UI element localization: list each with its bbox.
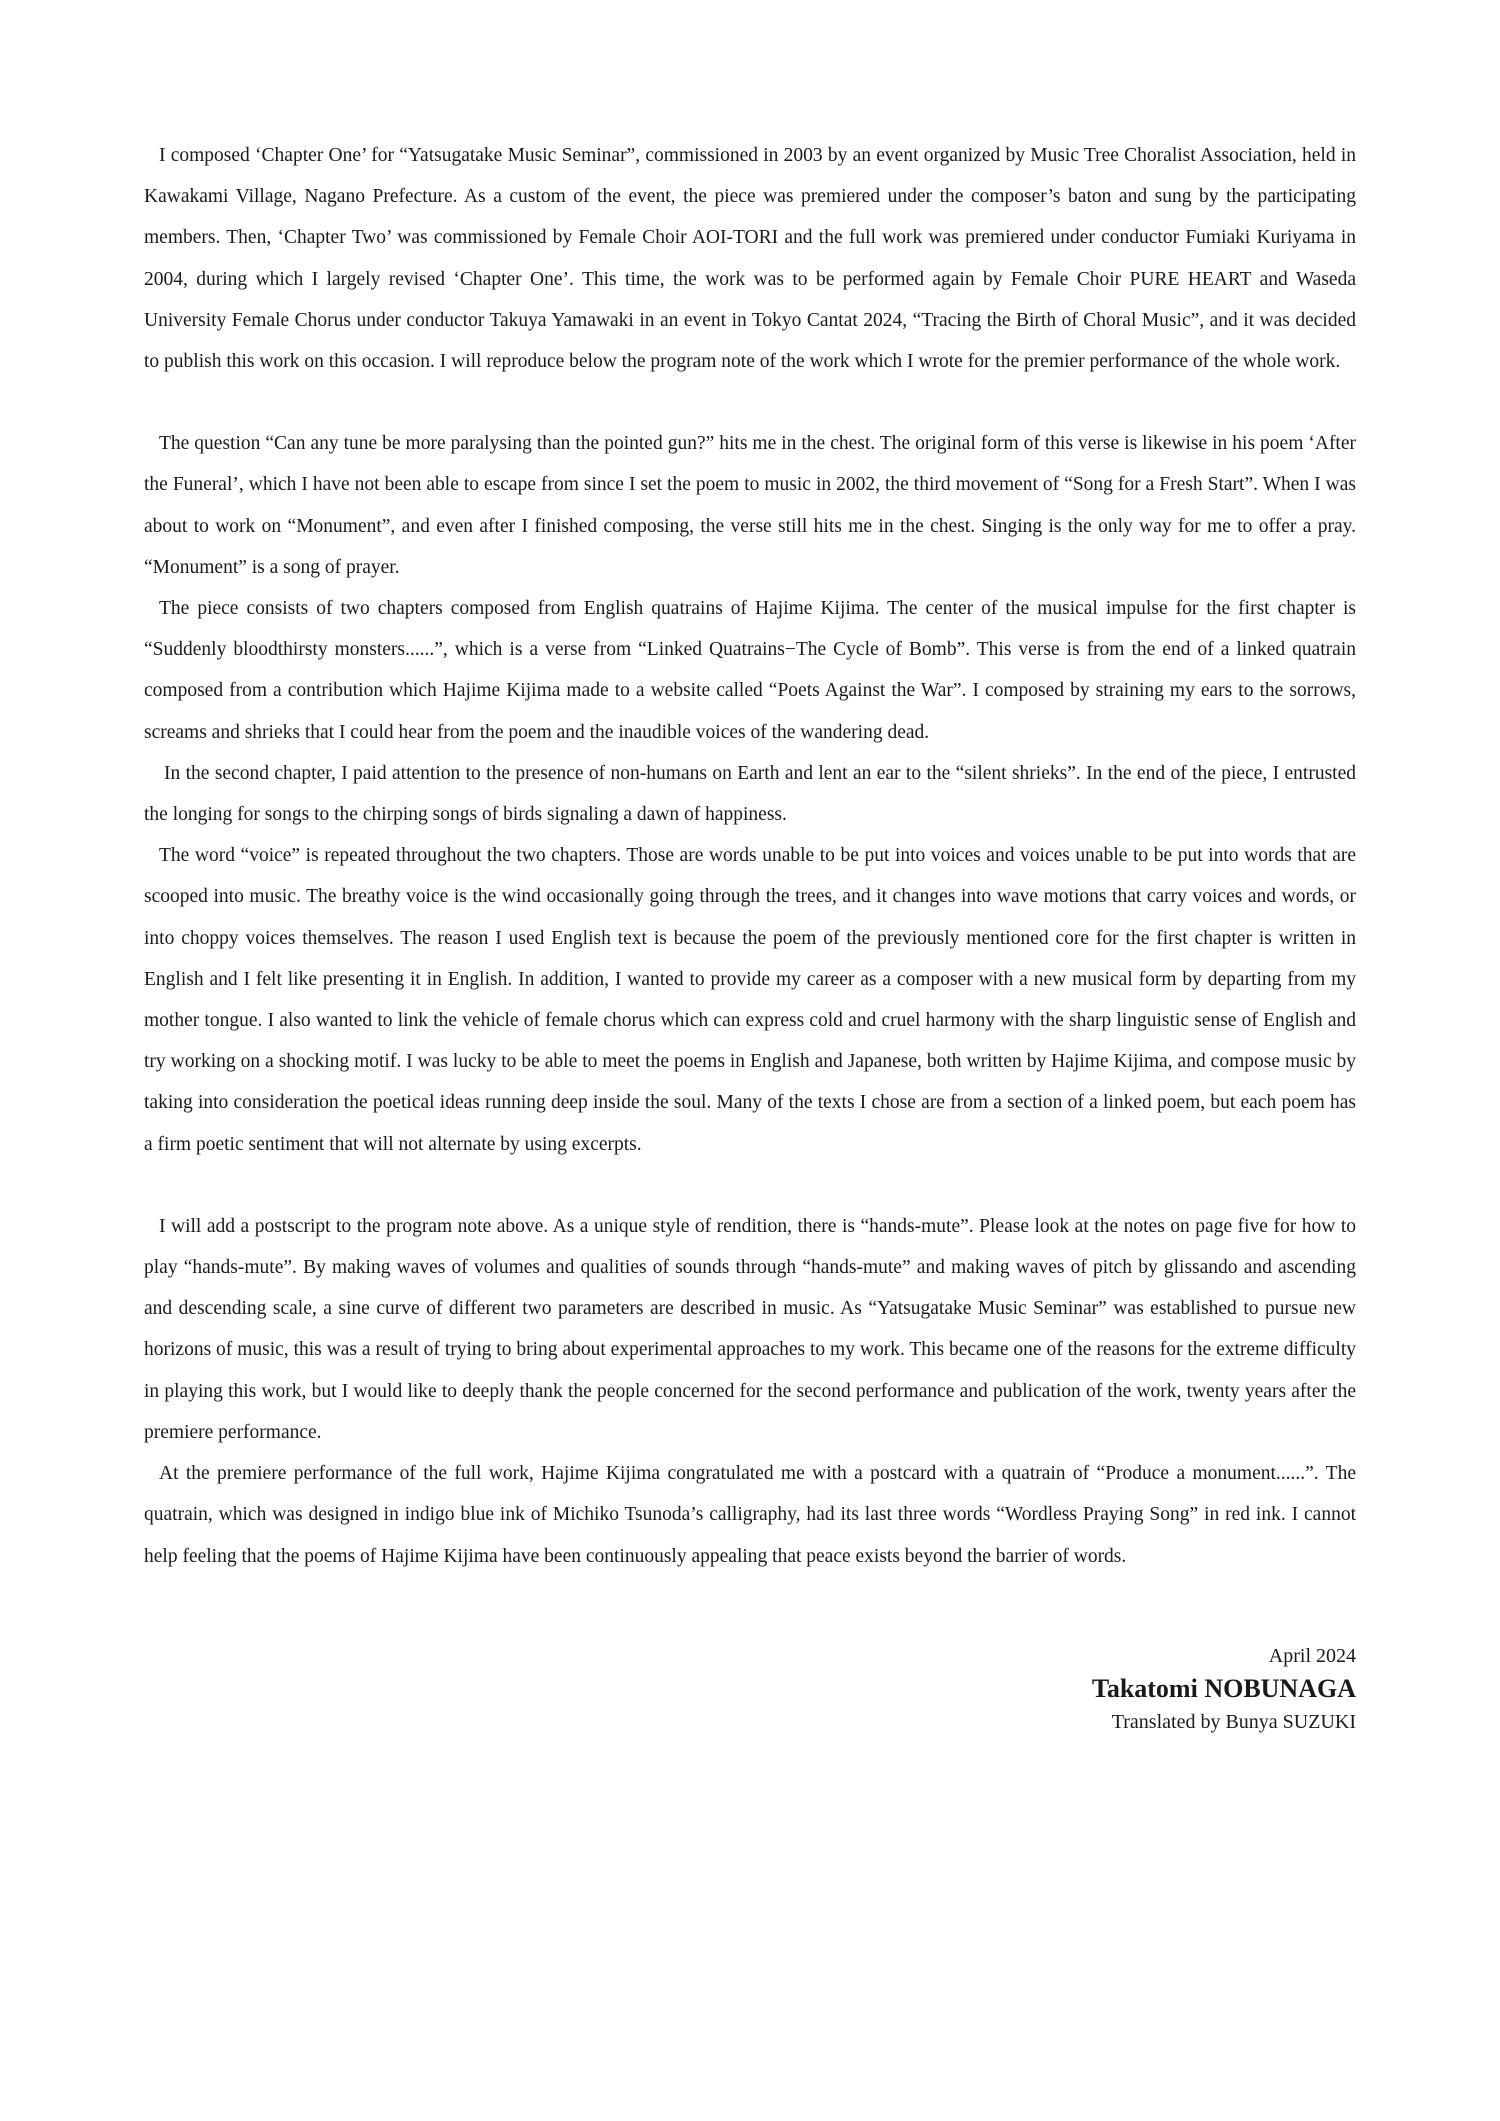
program-note-body: [144, 135, 1356, 1577]
paragraph-voice: The word “voice” is repeated throughout the two chapters. Those are words unable to be put into voices and voices unable to be put into words that are scooped into music. The breathy voice is the wind occasionally going through the trees, and it changes into wave motions that carry voices and words, or into choppy voices themselves. The reason I used English text is because the poem of the previously mentioned core for the first chapter is written in English and I felt like presenting it in English. In addition, I wanted to provide my career as a composer with a new musical form by departing from my mother tongue. I also wanted to link the vehicle of female chorus which can express cold and cruel harmony with the sharp linguistic sense of English and try working on a shocking motif. I was lucky to be able to meet the poems in English and Japanese, both written by Hajime Kijima, and compose music by taking into consideration the poetical ideas running deep inside the soul. Many of the texts I chose are from a section of a linked poem, but each poem has a firm poetic sentiment that will not alternate by using excerpts.: [144, 845, 1356, 1155]
signature-author: Takatomi NOBUNAGA: [1091, 1674, 1356, 1703]
signature-block: [1092, 1641, 1356, 1737]
paragraph-premiere-postcard: At the premiere performance of the full work, Hajime Kijima congratulated me with a postcard with a quatrain of “Produce a monument......”. The quatrain, which was designed in indigo blue ink of Michiko Tsunoda’s calligraphy, had its last three words “Wordless Praying Song” in red ink. I cannot help feeling that the poems of Hajime Kijima have been continuously appealing that peace exists beyond the barrier of words.: [144, 1463, 1356, 1567]
signature-translator: Translated by Bunya SUZUKI: [1111, 1711, 1356, 1733]
signature-date: April 2024: [1268, 1645, 1356, 1667]
paragraph-second-chapter: In the second chapter, I paid attention to the presence of non-humans on Earth and lent an ear to the “silent shrieks”. In the end of the piece, I entrusted the longing for songs to the chirping songs of birds signaling a dawn of happiness.: [144, 762, 1356, 826]
paragraph-pointed-gun: The question “Can any tune be more paralysing than the pointed gun?” hits me in the chest. The original form of this verse is likewise in his poem ‘After the Funeral’, which I have not been able to escape from since I set the poem to music in 2002, the third movement of “Song for a Fresh Start”. When I was about to work on “Monument”, and even after I finished composing, the verse still hits me in the chest. Singing is the only way for me to offer a pray. “Monument” is a song of prayer.: [144, 433, 1356, 578]
paragraph-two-chapters: The piece consists of two chapters composed from English quatrains of Hajime Kijima. The center of the musical impulse for the first chapter is “Suddenly bloodthirsty monsters......”, which is a verse from “Linked Quatrains−The Cycle of Bomb”. This verse is from the end of a linked quatrain composed from a contribution which Hajime Kijima made to a website called “Poets Against the War”. I composed by straining my ears to the sorrows, screams and shrieks that I could hear from the poem and the inaudible voices of the wandering dead.: [144, 598, 1356, 743]
paragraph-commission-history: I composed ‘Chapter One’ for “Yatsugatake Music Seminar”, commissioned in 2003 by an event organized by Music Tree Choralist Association, held in Kawakami Village, Nagano Prefecture. As a custom of the event, the piece was premiered under the composer’s baton and sung by the participating members. Then, ‘Chapter Two’ was commissioned by Female Choir AOI-TORI and the full work was premiered under conductor Fumiaki Kuriyama in 2004, during which I largely revised ‘Chapter One’. This time, the work was to be performed again by Female Choir PURE HEART and Waseda University Female Chorus under conductor Takuya Yamawaki in an event in Tokyo Cantat 2024, “Tracing the Birth of Choral Music”, and it was decided to publish this work on this occasion. I will reproduce below the program note of the work which I wrote for the premier performance of the whole work.: [144, 145, 1356, 373]
paragraph-postscript: I will add a postscript to the program note above. As a unique style of rendition, there is “hands-mute”. Please look at the notes on page five for how to play “hands-mute”. By making waves of volumes and qualities of sounds through “hands-mute” and making waves of pitch by glissando and ascending and descending scale, a sine curve of different two parameters are described in music. As “Yatsugatake Music Seminar” was established to pursue new horizons of music, this was a result of trying to bring about experimental approaches to my work. This became one of the reasons for the extreme difficulty in playing this work, but I would like to deeply thank the people concerned for the second performance and publication of the work, twenty years after the premiere performance.: [144, 1215, 1356, 1443]
